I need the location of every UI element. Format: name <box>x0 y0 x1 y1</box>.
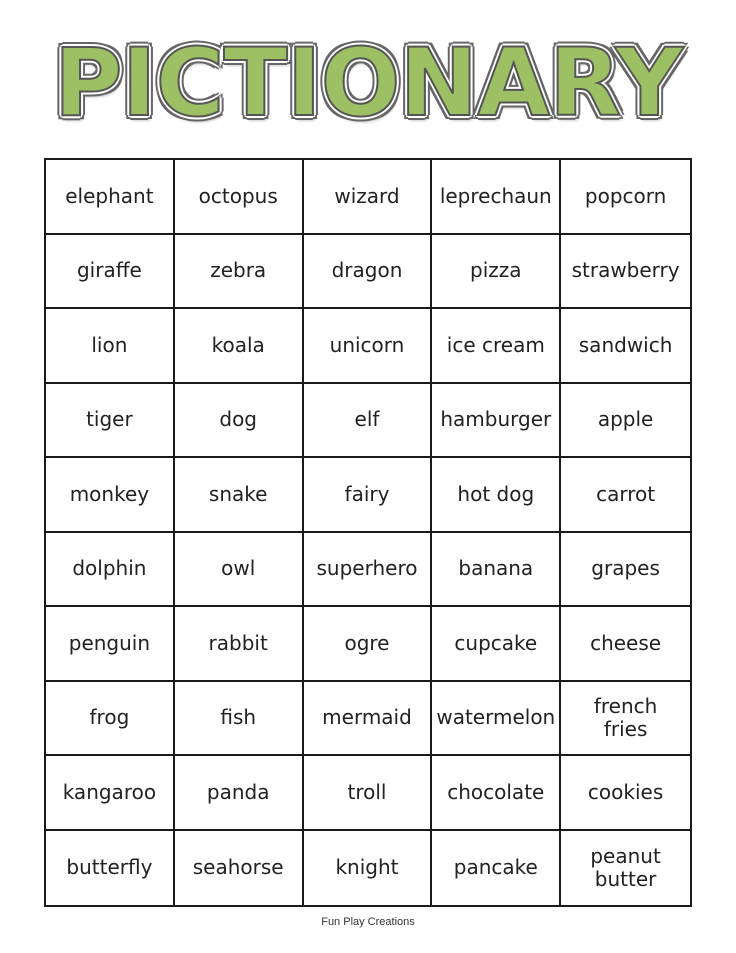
word-cell: french fries <box>561 682 690 757</box>
word-cell: elephant <box>46 160 175 235</box>
word-cell: peanut butter <box>590 843 661 891</box>
word-cell: frog <box>46 682 175 757</box>
word-cell: popcorn <box>561 160 690 235</box>
word-cell: butterfly <box>46 831 175 906</box>
word-cell: zebra <box>175 235 304 310</box>
word-cell: owl <box>175 533 304 608</box>
word-cell: sandwich <box>561 309 690 384</box>
word-cell: fairy <box>304 458 433 533</box>
word-cell: ice cream <box>432 309 561 384</box>
word-cell: seahorse <box>175 831 304 906</box>
word-cell: ogre <box>304 607 433 682</box>
word-cell: superhero <box>304 533 433 608</box>
word-cell: banana <box>432 533 561 608</box>
word-cell: unicorn <box>304 309 433 384</box>
word-cell: pancake <box>432 831 561 906</box>
word-cell: knight <box>304 831 433 906</box>
word-cell: octopus <box>175 160 304 235</box>
word-cell: tiger <box>46 384 175 459</box>
word-cell: giraffe <box>46 235 175 310</box>
word-cell: wizard <box>304 160 433 235</box>
word-cell: snake <box>175 458 304 533</box>
word-cell: monkey <box>46 458 175 533</box>
word-cell: leprechaun <box>432 160 561 235</box>
word-cell: dog <box>175 384 304 459</box>
footer-credit: Fun Play Creations <box>321 916 415 928</box>
word-cell: carrot <box>561 458 690 533</box>
word-cell: hot dog <box>432 458 561 533</box>
word-cell: fish <box>175 682 304 757</box>
word-cell: chocolate <box>432 756 561 831</box>
word-cell: cheese <box>561 607 690 682</box>
word-cell: cupcake <box>432 607 561 682</box>
word-cell: hamburger <box>432 384 561 459</box>
word-cell: watermelon <box>432 682 561 757</box>
word-cell: grapes <box>561 533 690 608</box>
word-cell: rabbit <box>175 607 304 682</box>
word-cell: strawberry <box>561 235 690 310</box>
word-cell: troll <box>304 756 433 831</box>
word-cell: dolphin <box>46 533 175 608</box>
word-cell: lion <box>46 309 175 384</box>
word-cell: koala <box>175 309 304 384</box>
page-title: PICTIONARY <box>53 29 683 138</box>
word-cell: elf <box>304 384 433 459</box>
word-cell: pizza <box>432 235 561 310</box>
word-cell: mermaid <box>304 682 433 757</box>
word-cell: apple <box>561 384 690 459</box>
word-cell: panda <box>175 756 304 831</box>
word-cell: dragon <box>304 235 433 310</box>
word-cell: penguin <box>46 607 175 682</box>
word-grid <box>44 158 692 907</box>
word-cell: kangaroo <box>46 756 175 831</box>
word-cell: cookies <box>561 756 690 831</box>
